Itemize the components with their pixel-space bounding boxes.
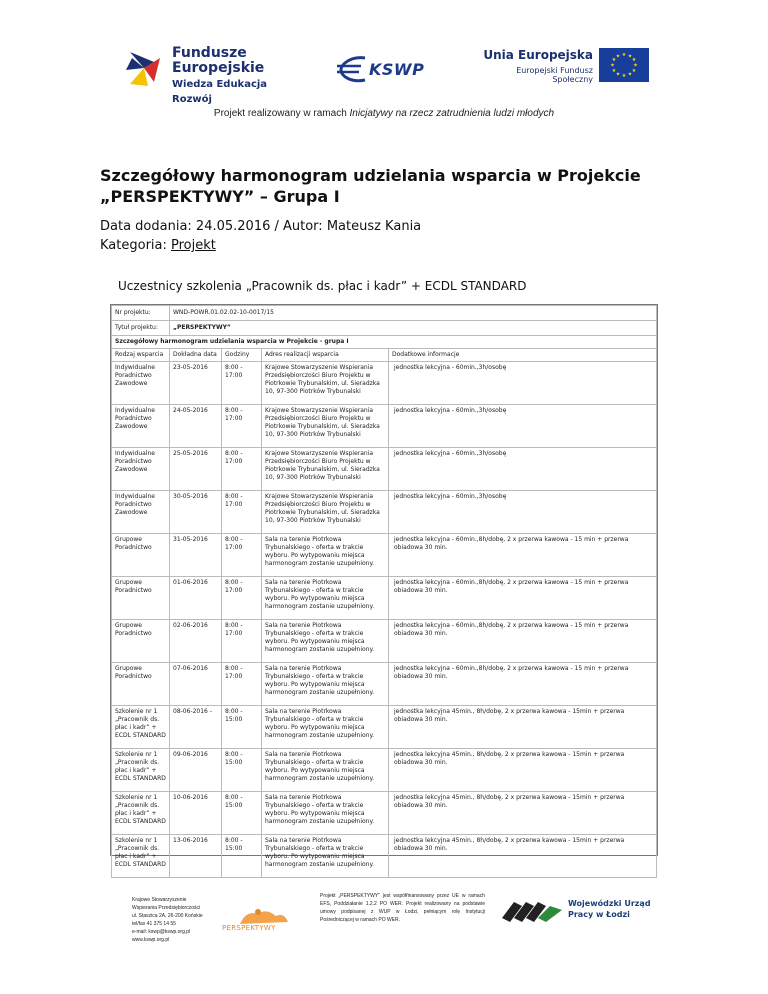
svg-text:★: ★ <box>611 68 617 74</box>
article-meta <box>100 217 421 255</box>
table-subtitle-row <box>112 336 657 349</box>
cell-hours: 8:00 - 17:00 <box>222 362 262 405</box>
wup-arrows-icon <box>500 896 564 926</box>
svg-text:★: ★ <box>631 57 637 63</box>
table-header-row <box>112 349 657 362</box>
category-line <box>100 236 421 255</box>
cell-type: Grupowe Poradnictwo <box>112 663 170 706</box>
table-row <box>112 491 657 534</box>
col-header-type: Rodzaj wsparcia <box>112 349 170 362</box>
addr-line: e-mail: kswp@kswp.org.pl <box>132 929 191 935</box>
project-line <box>0 108 768 119</box>
cell-date: 13-06-2016 <box>170 835 222 878</box>
cell-address: Sala na terenie Piotrkowa Trybunalskiego - oferta w trakcie wyboru. Po wytypowaniu miejsca harmonogram zostanie uzupełniony. <box>262 835 389 878</box>
category-link[interactable]: Projekt <box>171 238 216 253</box>
wup-line2: Pracy w Łodzi <box>568 910 630 919</box>
footer-address <box>132 896 222 944</box>
cell-address: Krajowe Stowarzyszenie Wspierania Przedsiębiorczości Biuro Projektu w Piotrkowie Trybunalskim, ul. Sieradzka 10, 97-300 Piotrków Trybunalski <box>262 448 389 491</box>
cell-info: jednostka lekcyjna - 60min.,3h/osobę <box>389 405 657 448</box>
cell-date: 10-06-2016 <box>170 792 222 835</box>
tytul-label: Tytuł projektu: <box>112 321 170 336</box>
project-line-prefix: Projekt realizowany w ramach <box>213 108 350 119</box>
cell-address: Sala na terenie Piotrkowa Trybunalskiego - oferta w trakcie wyboru. Po wytypowaniu miejsca harmonogram zostanie uzupełniony. <box>262 749 389 792</box>
project-line-italic: Inicjatywy na rzecz zatrudnienia ludzi młodych <box>349 108 555 119</box>
cell-date: 02-06-2016 <box>170 620 222 663</box>
svg-text:★: ★ <box>610 62 615 69</box>
category-label: Kategoria: <box>100 238 171 253</box>
svg-text:★: ★ <box>627 53 633 60</box>
cell-hours: 8:00 - 17:00 <box>222 405 262 448</box>
col-header-address: Adres realizacji wsparcia <box>262 349 389 362</box>
table-subtitle: Szczegółowy harmonogram udzielania wsparcia w Projekcie - grupa I <box>112 336 657 349</box>
table-row <box>112 706 657 749</box>
table-row <box>112 362 657 405</box>
cell-hours: 8:00 - 17:00 <box>222 448 262 491</box>
project-title-row <box>112 321 657 336</box>
cell-info: jednostka lekcyjna - 60min.,3h/osobę <box>389 491 657 534</box>
page-title: Szczegółowy harmonogram udzielania wsparcia w Projekcie „PERSPEKTYWY” – Grupa I <box>100 166 641 206</box>
footer <box>0 884 768 944</box>
cell-info: jednostka lekcyjna 45min., 8h/dobę, 2 x przerwa kawowa - 15min + przerwa obiadowa 30 min. <box>389 792 657 835</box>
kswp-logo <box>335 50 455 94</box>
svg-text:★: ★ <box>611 57 617 63</box>
addr-line: ul. Staszica 2A, 26-200 Końskie <box>132 913 203 919</box>
cell-address: Sala na terenie Piotrkowa Trybunalskiego - oferta w trakcie wyboru. Po wytypowaniu miejsca harmonogram zostanie uzupełniony. <box>262 706 389 749</box>
addr-line: tel/fax 41 375 14 55 <box>132 921 176 927</box>
cell-date: 09-06-2016 <box>170 749 222 792</box>
nr-value: WND-POWR.01.02.02-10-0017/15 <box>170 306 657 321</box>
cell-type: Indywidualne Poradnictwo Zawodowe <box>112 491 170 534</box>
cell-type: Indywidualne Poradnictwo Zawodowe <box>112 448 170 491</box>
cell-date: 07-06-2016 <box>170 663 222 706</box>
cell-type: Grupowe Poradnictwo <box>112 534 170 577</box>
table-row <box>112 835 657 878</box>
cell-date: 30-05-2016 <box>170 491 222 534</box>
table-row <box>112 405 657 448</box>
schedule-table-container <box>110 304 658 868</box>
perspektywy-logo <box>222 906 302 938</box>
cell-hours: 8:00 - 15:00 <box>222 749 262 792</box>
cell-address: Krajowe Stowarzyszenie Wspierania Przedsiębiorczości Biuro Projektu w Piotrkowie Trybunalskim, ul. Sieradzka 10, 97-300 Piotrków Trybunalski <box>262 362 389 405</box>
cell-info: jednostka lekcyjna - 60min.,3h/osobę <box>389 448 657 491</box>
cell-date: 31-05-2016 <box>170 534 222 577</box>
cell-address: Sala na terenie Piotrkowa Trybunalskiego - oferta w trakcie wyboru. Po wytypowaniu miejsca harmonogram zostanie uzupełniony. <box>262 663 389 706</box>
table-row <box>112 577 657 620</box>
cell-hours: 8:00 - 15:00 <box>222 835 262 878</box>
nr-label: Nr projektu: <box>112 306 170 321</box>
cell-address: Sala na terenie Piotrkowa Trybunalskiego - oferta w trakcie wyboru. Po wytypowaniu miejsca harmonogram zostanie uzupełniony. <box>262 534 389 577</box>
addr-line: Krajowe Stowarzyszenie <box>132 897 187 903</box>
addr-line: Wspierania Przedsiębiorczości <box>132 905 201 911</box>
fe-line1: Fundusze <box>172 45 247 61</box>
fe-line2: Europejskie <box>172 60 265 76</box>
section-title: Uczestnicy szkolenia „Pracownik ds. płac i kadr” + ECDL STANDARD <box>118 279 527 293</box>
footer-note: Projekt „PERSPEKTYWY” jest współfinansowany przez UE w ramach EFS, Poddziałanie 1.2.2 PO WER. Projekt realizowany na podstawie umowy podpisanej z WUP w Łodzi, pełniącym rolę Instytucji Pośredniczącej w ramach PO WER. <box>320 893 485 923</box>
wup-lodz-logo <box>500 896 660 936</box>
cell-type: Szkolenie nr 1 „Pracownik ds. płac i kadr” + ECDL STANDARD <box>112 792 170 835</box>
eu-line1: Unia Europejska <box>483 48 593 62</box>
cell-type: Szkolenie nr 1 „Pracownik ds. płac i kadr” + ECDL STANDARD <box>112 749 170 792</box>
cell-info: jednostka lekcyjna - 60min.,8h/dobę, 2 x przerwa kawowa - 15 min + przerwa obiadowa 30 min. <box>389 663 657 706</box>
cell-address: Sala na terenie Piotrkowa Trybunalskiego - oferta w trakcie wyboru. Po wytypowaniu miejsca harmonogram zostanie uzupełniony. <box>262 620 389 663</box>
cell-address: Krajowe Stowarzyszenie Wspierania Przedsiębiorczości Biuro Projektu w Piotrkowie Trybunalskim, ul. Sieradzka 10, 97-300 Piotrków Trybunalski <box>262 491 389 534</box>
cell-hours: 8:00 - 15:00 <box>222 792 262 835</box>
addr-line: www.kswp.org.pl <box>132 937 170 943</box>
cell-info: jednostka lekcyjna - 60min.,3h/osobę <box>389 362 657 405</box>
svg-text:★: ★ <box>621 73 627 79</box>
fe-line3: Wiedza Edukacja Rozwój <box>172 79 268 105</box>
wup-line1: Wojewódzki Urząd <box>568 899 651 908</box>
cell-hours: 8:00 - 15:00 <box>222 706 262 749</box>
cell-hours: 8:00 - 17:00 <box>222 491 262 534</box>
cell-type: Grupowe Poradnictwo <box>112 577 170 620</box>
cell-info: jednostka lekcyjna 45min., 8h/dobę, 2 x przerwa kawowa - 15min + przerwa obiadowa 30 min. <box>389 835 657 878</box>
table-row <box>112 749 657 792</box>
cell-type: Indywidualne Poradnictwo Zawodowe <box>112 362 170 405</box>
schedule-table <box>111 305 657 878</box>
cell-date: 25-05-2016 <box>170 448 222 491</box>
svg-text:★: ★ <box>631 68 637 74</box>
svg-text:★: ★ <box>615 71 621 78</box>
cell-type: Szkolenie nr 1 „Pracownik ds. płac i kadr” + ECDL STANDARD <box>112 706 170 749</box>
header-logos <box>110 34 660 105</box>
kswp-text: KSWP <box>369 60 425 79</box>
svg-text:★: ★ <box>621 52 627 58</box>
cell-type: Indywidualne Poradnictwo Zawodowe <box>112 405 170 448</box>
cell-hours: 8:00 - 17:00 <box>222 663 262 706</box>
eu-logo <box>475 48 655 92</box>
cell-date: 23-05-2016 <box>170 362 222 405</box>
col-header-info: Dodatkowe informacje <box>389 349 657 362</box>
cell-address: Sala na terenie Piotrkowa Trybunalskiego - oferta w trakcie wyboru. Po wytypowaniu miejsca harmonogram zostanie uzupełniony. <box>262 792 389 835</box>
fundusze-europejskie-logo <box>124 44 274 105</box>
fe-star-icon <box>124 48 168 88</box>
eu-flag-icon <box>599 48 649 82</box>
perspektywy-figure-icon <box>236 906 292 926</box>
table-row <box>112 448 657 491</box>
perspektywy-word: PERSPEKTYWY <box>222 924 276 932</box>
col-header-hours: Godziny <box>222 349 262 362</box>
cell-date: 01-06-2016 <box>170 577 222 620</box>
cell-date: 08-06-2016 - <box>170 706 222 749</box>
svg-text:★: ★ <box>633 62 638 69</box>
cell-type: Grupowe Poradnictwo <box>112 620 170 663</box>
table-row <box>112 620 657 663</box>
svg-text:★: ★ <box>615 53 621 60</box>
table-row <box>112 792 657 835</box>
tytul-value: „PERSPEKTYWY” <box>170 321 657 336</box>
cell-info: jednostka lekcyjna - 60min.,8h/dobę, 2 x przerwa kawowa - 15 min + przerwa obiadowa 30 min. <box>389 534 657 577</box>
cell-date: 24-05-2016 <box>170 405 222 448</box>
cell-info: jednostka lekcyjna - 60min.,8h/dobę, 2 x przerwa kawowa - 15 min + przerwa obiadowa 30 min. <box>389 620 657 663</box>
cell-hours: 8:00 - 17:00 <box>222 620 262 663</box>
cell-hours: 8:00 - 17:00 <box>222 577 262 620</box>
table-row <box>112 534 657 577</box>
meta-line: Data dodania: 24.05.2016 / Autor: Mateusz Kania <box>100 219 422 234</box>
cell-type: Szkolenie nr 1 „Pracownik ds. płac i kadr” + ECDL STANDARD <box>112 835 170 878</box>
svg-text:★: ★ <box>627 71 633 78</box>
cell-info: jednostka lekcyjna 45min., 8h/dobę, 2 x przerwa kawowa - 15min + przerwa obiadowa 30 min. <box>389 749 657 792</box>
cell-info: jednostka lekcyjna 45min., 8h/dobę, 2 x przerwa kawowa - 15min + przerwa obiadowa 30 min. <box>389 706 657 749</box>
table-row <box>112 663 657 706</box>
cell-hours: 8:00 - 17:00 <box>222 534 262 577</box>
eu-line2: Europejski Fundusz Społeczny <box>516 66 593 84</box>
cell-info: jednostka lekcyjna - 60min.,8h/dobę, 2 x przerwa kawowa - 15 min + przerwa obiadowa 30 min. <box>389 577 657 620</box>
cell-address: Krajowe Stowarzyszenie Wspierania Przedsiębiorczości Biuro Projektu w Piotrkowie Trybunalskim, ul. Sieradzka 10, 97-300 Piotrków Trybunalski <box>262 405 389 448</box>
project-number-row <box>112 306 657 321</box>
cell-address: Sala na terenie Piotrkowa Trybunalskiego - oferta w trakcie wyboru. Po wytypowaniu miejsca harmonogram zostanie uzupełniony. <box>262 577 389 620</box>
col-header-date: Dokładna data <box>170 349 222 362</box>
